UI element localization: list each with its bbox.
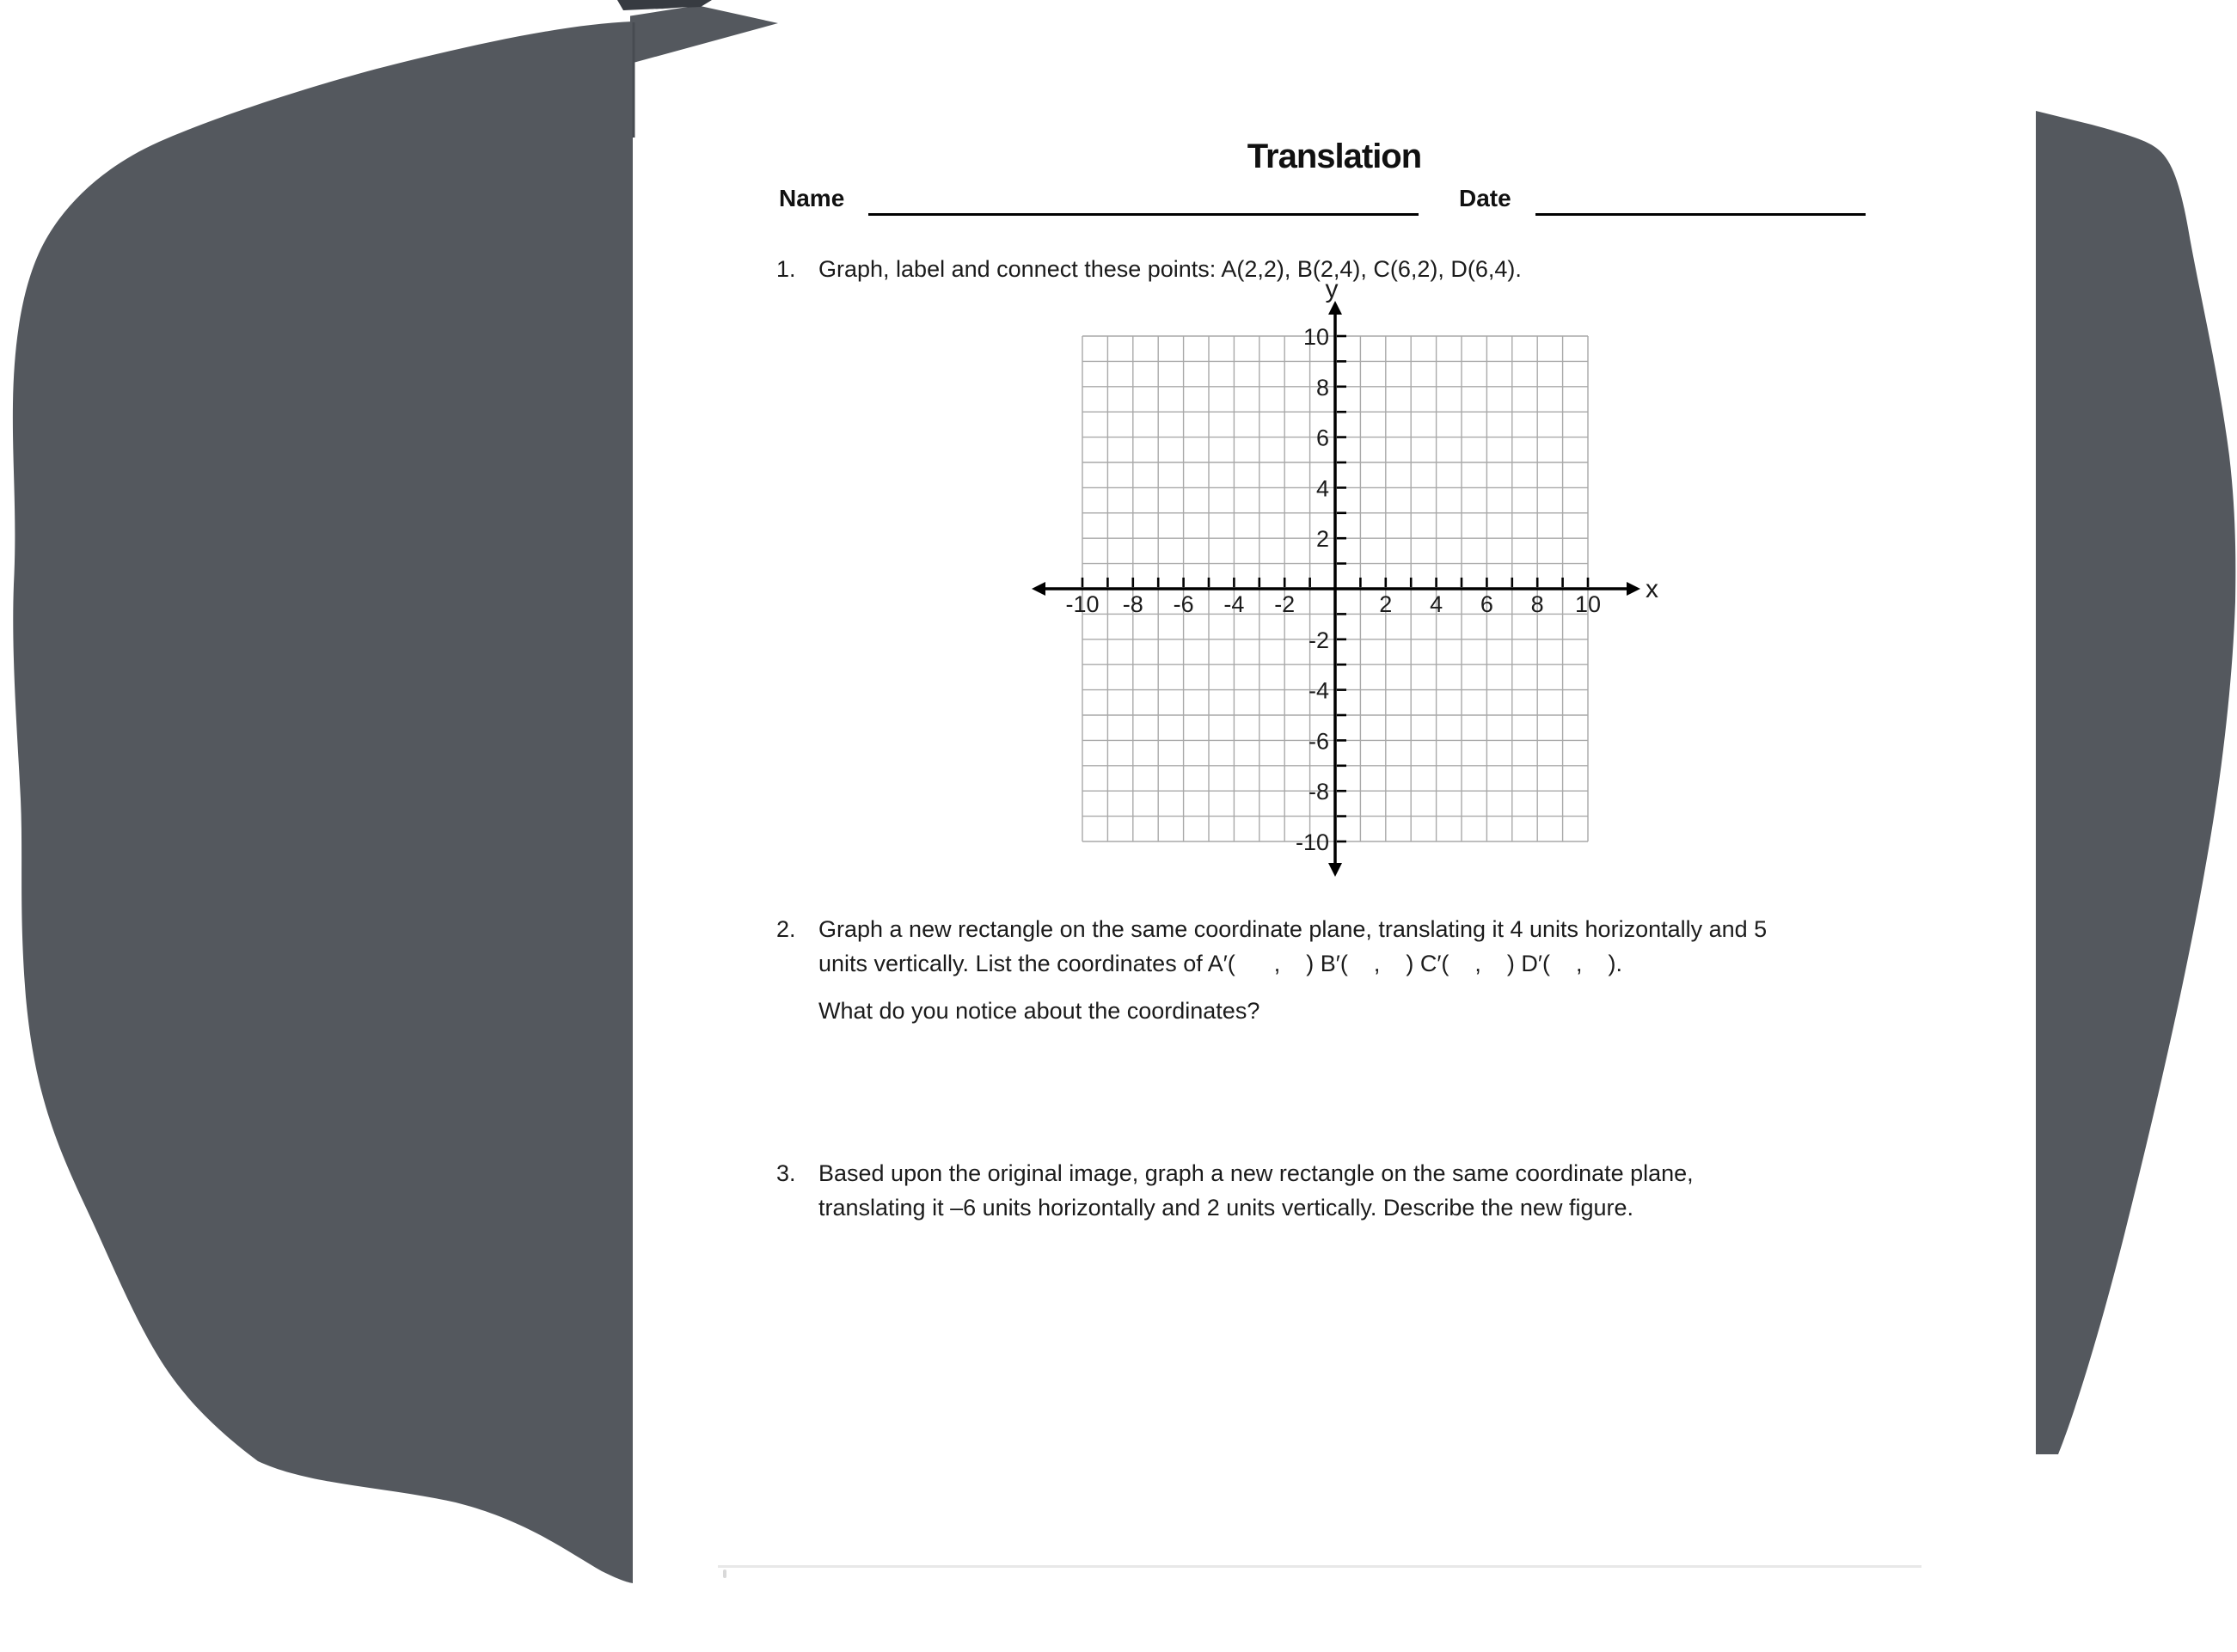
left-backdrop-shape (13, 21, 633, 1583)
question-3-line2: translating it –6 units horizontally and 2 units vertically. Describe the new figure. (818, 1195, 1633, 1221)
coordinate-grid (989, 284, 1685, 885)
page-bottom-speck (723, 1569, 726, 1578)
question-3-line1: Based upon the original image, graph a new rectangle on the same coordinate plane, (818, 1160, 1694, 1186)
question-1-number: 1. (776, 256, 796, 282)
y-tick-label: 6 (1315, 425, 1329, 451)
question-3-number: 3. (776, 1160, 796, 1186)
x-tick-label: -4 (1223, 591, 1245, 617)
name-fill-in-line[interactable] (868, 213, 1419, 216)
y-tick-label: -6 (1308, 728, 1329, 755)
date-fill-in-line[interactable] (1535, 213, 1866, 216)
y-tick-label: -2 (1308, 627, 1329, 653)
question-2-prompt: What do you notice about the coordinates? (818, 998, 1260, 1024)
x-axis-right-arrow (1627, 582, 1640, 596)
x-tick-label: 2 (1379, 591, 1393, 617)
x-tick-label: 6 (1480, 591, 1493, 617)
y-tick-label: 10 (1302, 324, 1329, 350)
x-tick-label: -2 (1274, 591, 1296, 617)
question-2-line2: units vertically. List the coordinates of A′( , ) B′( , ) C′( , ) D′( , ). (818, 951, 1622, 976)
page-bottom-edge-line (718, 1565, 1921, 1568)
x-tick-label: -10 (1065, 591, 1100, 617)
y-tick-label: -4 (1308, 677, 1329, 704)
right-backdrop-shape (2036, 111, 2235, 1454)
y-tick-label: -10 (1295, 829, 1329, 855)
top-backdrop-wedge (630, 5, 778, 64)
x-axis-label: x (1646, 575, 1658, 603)
date-label: Date (1459, 185, 1511, 211)
page-title: Translation (1247, 138, 1422, 175)
question-2-number: 2. (776, 916, 796, 942)
name-label: Name (779, 185, 845, 211)
y-tick-label: 2 (1315, 526, 1329, 553)
x-axis-left-arrow (1032, 582, 1045, 596)
y-tick-label: -8 (1308, 779, 1329, 805)
x-tick-label: 10 (1574, 591, 1602, 617)
x-tick-label: 4 (1430, 591, 1443, 617)
x-tick-label: 8 (1530, 591, 1544, 617)
x-tick-label: -6 (1173, 591, 1194, 617)
question-2-line1: Graph a new rectangle on the same coordinate plane, translating it 4 units horizontally and 5 (818, 916, 1768, 942)
y-tick-label: 8 (1315, 374, 1329, 401)
question-1-text: Graph, label and connect these points: A(2,2), B(2,4), C(6,2), D(6,4). (818, 256, 1522, 282)
y-axis-bottom-arrow (1328, 863, 1342, 877)
y-tick-label: 4 (1315, 475, 1329, 502)
y-axis-label: y (1325, 284, 1339, 303)
x-tick-label: -8 (1122, 591, 1143, 617)
